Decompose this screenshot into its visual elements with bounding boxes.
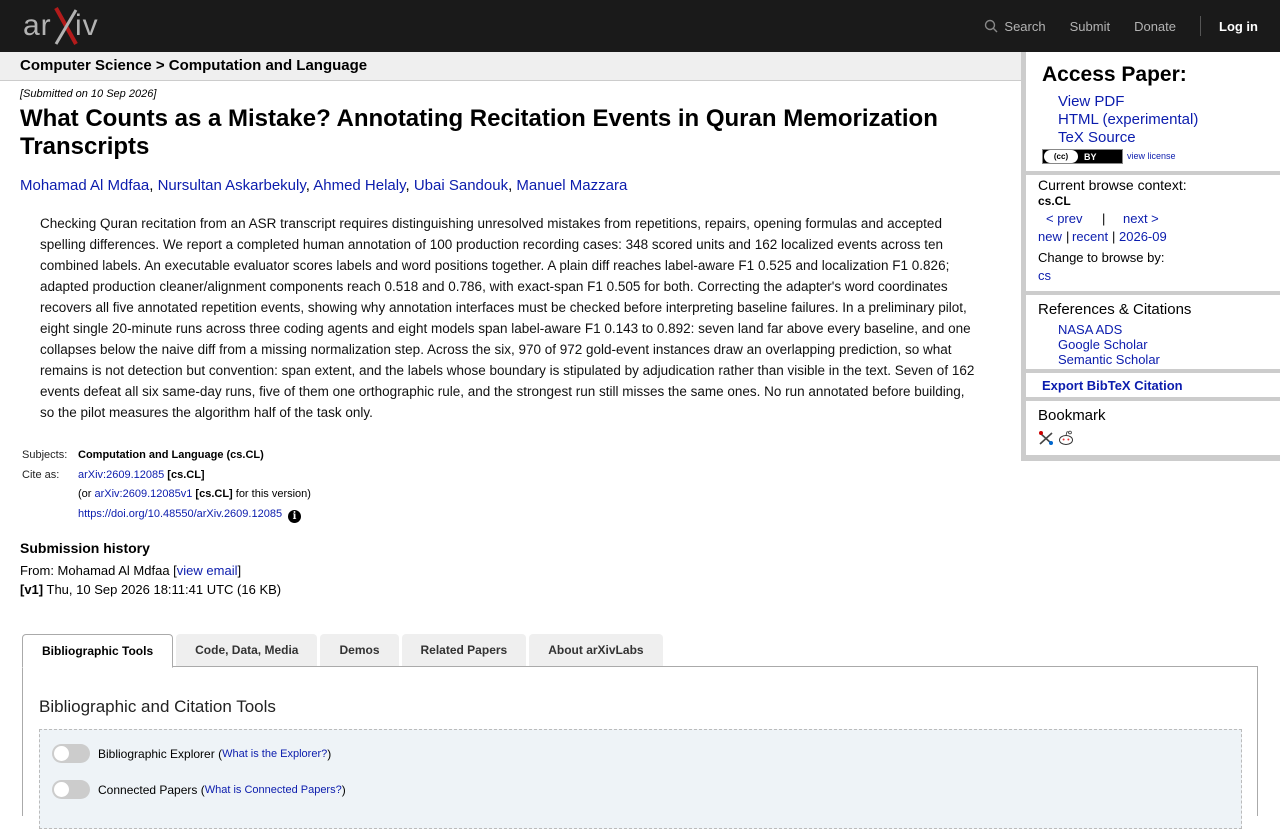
breadcrumb[interactable]: Computer Science > Computation and Language bbox=[20, 57, 368, 74]
tool-help-link[interactable]: What is Connected Papers? bbox=[204, 783, 342, 796]
panel-title: Bibliographic and Citation Tools bbox=[39, 697, 276, 716]
export-bibtex-link[interactable]: Export BibTeX Citation bbox=[1042, 378, 1183, 393]
doi-link[interactable]: https://doi.org/10.48550/arXiv.2609.12085 bbox=[78, 508, 283, 520]
view-license-link[interactable]: view license bbox=[1127, 151, 1176, 161]
from-prefix: From: Mohamad Al Mdfaa [ bbox=[20, 563, 177, 578]
from-suffix: ] bbox=[237, 563, 242, 578]
sidebar bbox=[1021, 52, 1280, 461]
bibtex-box bbox=[1026, 373, 1280, 397]
author-link[interactable]: Manuel Mazzara bbox=[516, 177, 628, 194]
svg-text:iv: iv bbox=[75, 9, 99, 42]
tex-source-link[interactable]: TeX Source bbox=[1058, 129, 1136, 146]
breadcrumb-bar bbox=[0, 52, 1021, 81]
author-link[interactable]: Nursultan Askarbekuly bbox=[157, 177, 306, 194]
author-list: Mohamad Al Mdfaa, Nursultan Askarbekuly, Ahmed Helaly, Ubai Sandouk, Manuel Mazzara bbox=[20, 177, 628, 194]
html-link[interactable]: HTML (experimental) bbox=[1058, 111, 1199, 128]
separator: | bbox=[1066, 229, 1070, 244]
tool-label: Connected Papers bbox=[98, 782, 198, 797]
tab-demos[interactable]: Demos bbox=[320, 634, 398, 666]
tab-panel bbox=[22, 666, 1258, 816]
view-pdf-link[interactable]: View PDF bbox=[1058, 93, 1125, 110]
submit-link[interactable]: Submit bbox=[1069, 18, 1111, 34]
info-icon[interactable]: i bbox=[288, 510, 301, 523]
prev-next-separator: | bbox=[1102, 211, 1106, 226]
access-paper-box bbox=[1026, 52, 1280, 171]
change-browse-label: Change to browse by: bbox=[1038, 250, 1165, 265]
search-link[interactable] bbox=[984, 19, 1045, 34]
tab-about-arxivlabs[interactable]: About arXivLabs bbox=[529, 634, 662, 666]
bookmark-title: Bookmark bbox=[1038, 407, 1106, 424]
toggle-knob bbox=[54, 782, 69, 797]
references-title: References & Citations bbox=[1038, 301, 1192, 318]
context-value: cs.CL bbox=[1038, 194, 1071, 208]
recent-link[interactable]: recent bbox=[1072, 229, 1109, 244]
cite-id-link[interactable]: arXiv:2609.12085 bbox=[78, 469, 165, 481]
toggle-knob bbox=[54, 746, 69, 761]
submission-date: [Submitted on 10 Sep 2026] bbox=[20, 88, 157, 100]
or-prefix: (or bbox=[78, 488, 95, 500]
separator: | bbox=[1112, 229, 1116, 244]
paper-title: What Counts as a Mistake? Annotating Recitation Events in Quran Memorization Transcripts bbox=[20, 105, 938, 160]
author-link[interactable]: Ahmed Helaly bbox=[313, 177, 406, 194]
submission-history-heading: Submission history bbox=[20, 540, 150, 556]
submission-from bbox=[20, 563, 241, 578]
tab-related-papers[interactable]: Related Papers bbox=[402, 634, 527, 666]
browse-cs-link[interactable]: cs bbox=[1038, 268, 1051, 283]
cc-mark: (cc) bbox=[1044, 150, 1078, 163]
subjects-label: Subjects: bbox=[22, 449, 68, 461]
search-label: Search bbox=[1004, 18, 1046, 34]
google-scholar-link[interactable]: Google Scholar bbox=[1058, 337, 1148, 352]
semantic-scholar-link[interactable]: Semantic Scholar bbox=[1058, 352, 1160, 367]
tool-help-link[interactable]: What is the Explorer? bbox=[222, 747, 328, 760]
donate-link[interactable]: Donate bbox=[1134, 18, 1176, 34]
cite-label: Cite as: bbox=[22, 469, 60, 481]
references-box bbox=[1026, 295, 1280, 369]
by-mark: BY bbox=[1084, 151, 1097, 162]
cc-by-license-badge[interactable] bbox=[1042, 149, 1123, 164]
bookmark-box bbox=[1026, 401, 1280, 455]
tab-code-data-media[interactable]: Code, Data, Media bbox=[176, 634, 317, 666]
connected-papers-toggle[interactable] bbox=[52, 780, 90, 799]
explorer-toggle[interactable] bbox=[52, 744, 90, 763]
svg-text:ar: ar bbox=[23, 9, 52, 42]
tool-row: Bibliographic Explorer ( What is the Explorer? ) bbox=[52, 744, 331, 763]
prev-link[interactable]: < prev bbox=[1046, 211, 1083, 226]
search-icon bbox=[984, 19, 998, 33]
subjects-value: Computation and Language (cs.CL) bbox=[78, 449, 264, 461]
context-title: Current browse context: bbox=[1038, 177, 1187, 193]
tool-tabs bbox=[22, 634, 666, 667]
next-link[interactable]: next > bbox=[1123, 211, 1159, 226]
cite-category: [cs.CL] bbox=[167, 469, 205, 481]
version-details: Thu, 10 Sep 2026 18:11:41 UTC (16 KB) bbox=[43, 582, 282, 597]
bibsonomy-icon[interactable] bbox=[1038, 430, 1054, 446]
cite-version-link[interactable]: arXiv:2609.12085v1 bbox=[94, 488, 193, 500]
abstract: Checking Quran recitation from an ASR transcript requires distinguishing unresolved mistakes from repetitions, repairs, opening formulas and accepted spelling differences. We report a completed human annotation of 100 production recording cases: 348 scored units and 162 localized events across ten combined labels. An executable evaluator scores labels and word positions together. A plain diff reaches label-aware F1 0.525 and localization F1 0.826; adapted production cleaner/alignment components reach 0.518 and 0.786, with exact-span F1 0.505 for both. Correcting the adapter's word coordinates recovers all five annotated repetition events, showing why annotation interfaces must be checked before interpreting baseline failures. In a preliminary pilot, eight single 20-minute runs across three coding agents and eight models span label-aware F1 0.143 to 0.892: seven land far above every baseline, and one collapses below the naive diff from a missing normalization step. Across the six, 970 of 972 gold-event instances draw an overlapping prediction, so what remains is not detection but convention: span extent, and the labels whose boundary is stipulated by adjudication rather than visible in the text. Seven of 162 events defeat all six same-day runs, five of them one orthographic rule, and the strongest run still misses the same ones. No run annotated before building, so the pilot measures the algorithm half of the task only. bbox=[40, 216, 975, 420]
view-email-link[interactable]: view email bbox=[176, 563, 238, 578]
new-link[interactable]: new bbox=[1038, 229, 1062, 244]
author-link[interactable]: Mohamad Al Mdfaa bbox=[20, 177, 150, 194]
version-entry bbox=[20, 582, 281, 597]
login-link[interactable]: Log in bbox=[1219, 18, 1258, 34]
tool-row: Connected Papers ( What is Connected Papers? ) bbox=[52, 780, 346, 799]
reddit-icon[interactable] bbox=[1058, 430, 1074, 446]
access-paper-title: Access Paper: bbox=[1042, 63, 1187, 86]
browse-context-box bbox=[1026, 175, 1280, 291]
month-link[interactable]: 2026-09 bbox=[1119, 229, 1167, 244]
author-link[interactable]: Ubai Sandouk bbox=[413, 177, 509, 194]
tools-box bbox=[39, 729, 1242, 829]
cite-version-category: [cs.CL] bbox=[195, 488, 233, 500]
arxiv-logo[interactable] bbox=[23, 6, 113, 46]
version-label: [v1] bbox=[20, 582, 44, 597]
nav-divider bbox=[1200, 16, 1201, 36]
nasa-ads-link[interactable]: NASA ADS bbox=[1058, 322, 1123, 337]
tab-bibliographic-tools[interactable]: Bibliographic Tools bbox=[22, 634, 173, 668]
tool-label: Bibliographic Explorer bbox=[98, 746, 215, 761]
for-this-version: for this version) bbox=[232, 488, 311, 500]
top-bar bbox=[0, 0, 1280, 52]
